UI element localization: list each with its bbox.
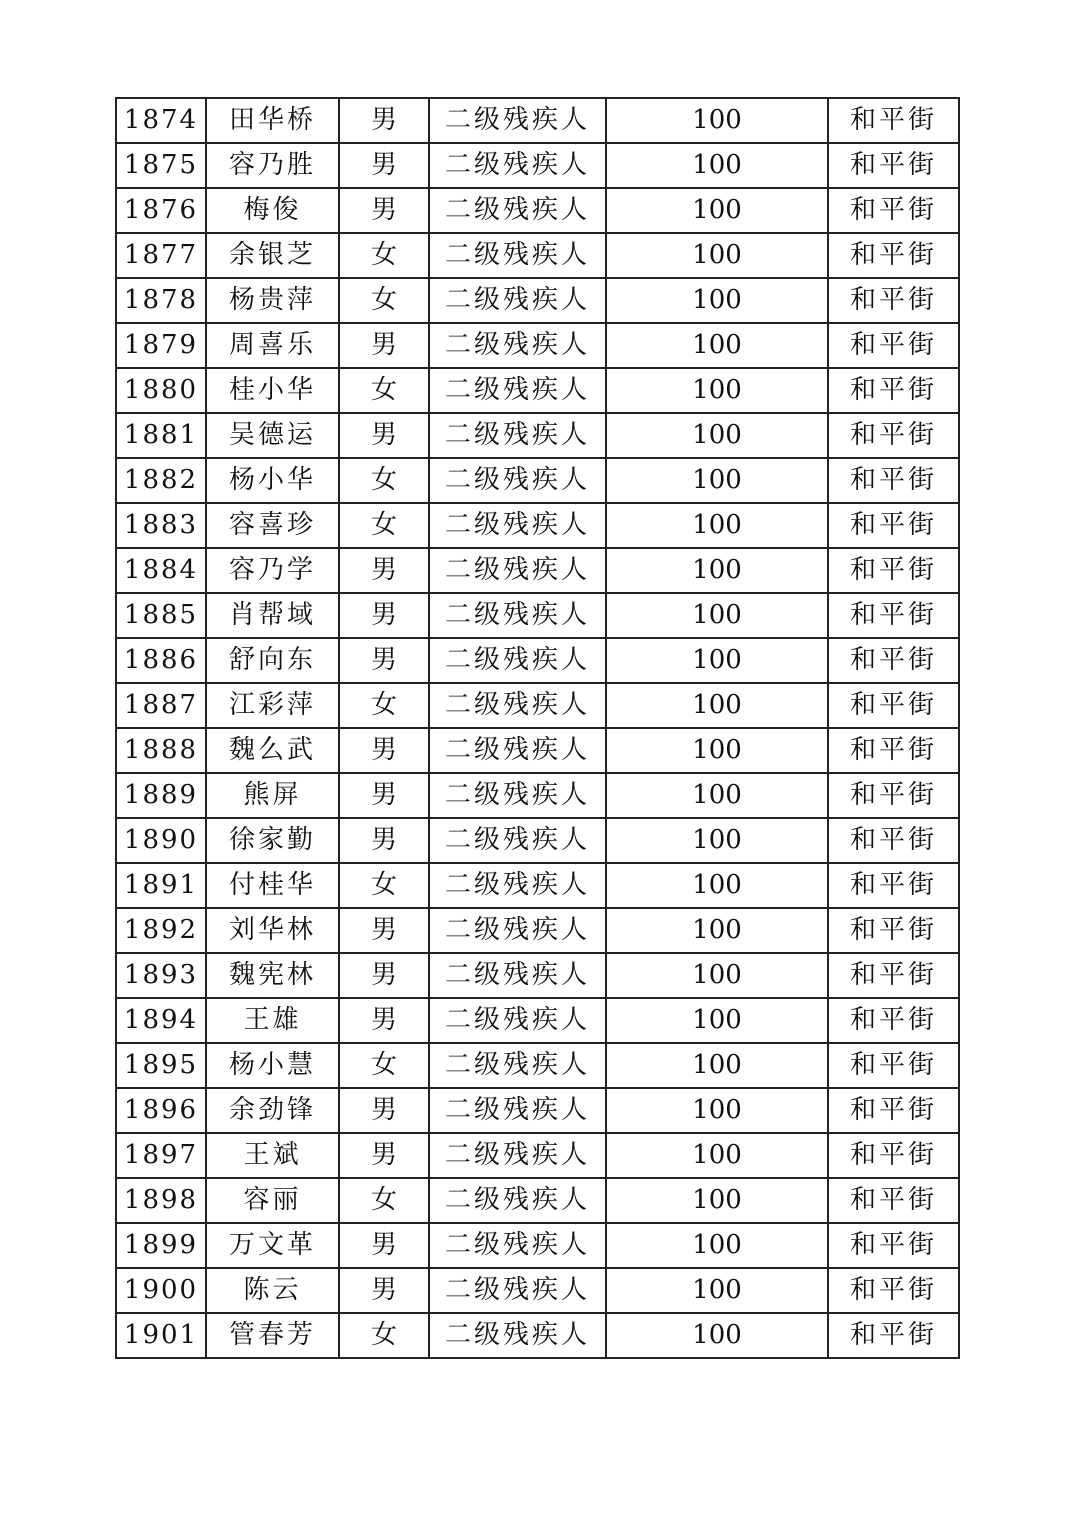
street-cell: 和平街: [828, 1268, 959, 1313]
disability-level-cell: 二级残疾人: [429, 278, 606, 323]
disability-level-cell: 二级残疾人: [429, 1223, 606, 1268]
street-cell: 和平街: [828, 1133, 959, 1178]
disability-level-cell: 二级残疾人: [429, 233, 606, 278]
gender-cell: 女: [339, 1178, 429, 1223]
serial-number-cell: 1876: [116, 188, 206, 233]
name-cell: 杨小慧: [206, 1043, 339, 1088]
table-row: [116, 1313, 959, 1358]
table-row: [116, 458, 959, 503]
serial-number-cell: 1892: [116, 908, 206, 953]
street-cell: 和平街: [828, 638, 959, 683]
street-cell: 和平街: [828, 323, 959, 368]
disability-level-cell: 二级残疾人: [429, 1178, 606, 1223]
name-cell: 刘华林: [206, 908, 339, 953]
disability-level-cell: 二级残疾人: [429, 773, 606, 818]
name-cell: 梅俊: [206, 188, 339, 233]
gender-cell: 男: [339, 593, 429, 638]
street-cell: 和平街: [828, 1223, 959, 1268]
street-cell: 和平街: [828, 233, 959, 278]
street-cell: 和平街: [828, 863, 959, 908]
amount-cell: 100: [606, 278, 828, 323]
street-cell: 和平街: [828, 1088, 959, 1133]
serial-number-cell: 1893: [116, 953, 206, 998]
serial-number-cell: 1889: [116, 773, 206, 818]
table-row: [116, 323, 959, 368]
gender-cell: 男: [339, 323, 429, 368]
street-cell: 和平街: [828, 188, 959, 233]
gender-cell: 女: [339, 1313, 429, 1358]
disability-level-cell: 二级残疾人: [429, 1313, 606, 1358]
table-row: [116, 728, 959, 773]
street-cell: 和平街: [828, 413, 959, 458]
disability-level-cell: 二级残疾人: [429, 818, 606, 863]
roster-table: [115, 97, 960, 1359]
name-cell: 肖帮域: [206, 593, 339, 638]
table-row: [116, 998, 959, 1043]
gender-cell: 男: [339, 188, 429, 233]
disability-level-cell: 二级残疾人: [429, 593, 606, 638]
table-row: [116, 1133, 959, 1178]
disability-level-cell: 二级残疾人: [429, 908, 606, 953]
gender-cell: 男: [339, 953, 429, 998]
street-cell: 和平街: [828, 818, 959, 863]
name-cell: 杨贵萍: [206, 278, 339, 323]
name-cell: 田华桥: [206, 98, 339, 143]
name-cell: 杨小华: [206, 458, 339, 503]
gender-cell: 女: [339, 233, 429, 278]
gender-cell: 女: [339, 1043, 429, 1088]
gender-cell: 男: [339, 908, 429, 953]
name-cell: 魏么武: [206, 728, 339, 773]
street-cell: 和平街: [828, 728, 959, 773]
gender-cell: 男: [339, 413, 429, 458]
gender-cell: 男: [339, 818, 429, 863]
gender-cell: 男: [339, 1268, 429, 1313]
table-row: [116, 98, 959, 143]
name-cell: 容喜珍: [206, 503, 339, 548]
table-row: [116, 953, 959, 998]
amount-cell: 100: [606, 458, 828, 503]
disability-level-cell: 二级残疾人: [429, 413, 606, 458]
serial-number-cell: 1888: [116, 728, 206, 773]
table-row: [116, 503, 959, 548]
amount-cell: 100: [606, 818, 828, 863]
name-cell: 余劲锋: [206, 1088, 339, 1133]
serial-number-cell: 1875: [116, 143, 206, 188]
disability-level-cell: 二级残疾人: [429, 998, 606, 1043]
name-cell: 周喜乐: [206, 323, 339, 368]
disability-level-cell: 二级残疾人: [429, 1133, 606, 1178]
name-cell: 魏宪林: [206, 953, 339, 998]
street-cell: 和平街: [828, 953, 959, 998]
gender-cell: 男: [339, 143, 429, 188]
gender-cell: 男: [339, 1133, 429, 1178]
amount-cell: 100: [606, 1043, 828, 1088]
name-cell: 熊屏: [206, 773, 339, 818]
table-row: [116, 638, 959, 683]
disability-level-cell: 二级残疾人: [429, 728, 606, 773]
serial-number-cell: 1877: [116, 233, 206, 278]
amount-cell: 100: [606, 953, 828, 998]
name-cell: 容乃学: [206, 548, 339, 593]
name-cell: 王雄: [206, 998, 339, 1043]
street-cell: 和平街: [828, 773, 959, 818]
roster-table-body: [116, 98, 959, 1358]
gender-cell: 女: [339, 278, 429, 323]
table-row: [116, 233, 959, 278]
serial-number-cell: 1882: [116, 458, 206, 503]
amount-cell: 100: [606, 368, 828, 413]
amount-cell: 100: [606, 503, 828, 548]
amount-cell: 100: [606, 683, 828, 728]
gender-cell: 男: [339, 998, 429, 1043]
table-row: [116, 188, 959, 233]
amount-cell: 100: [606, 1178, 828, 1223]
amount-cell: 100: [606, 98, 828, 143]
table-row: [116, 1043, 959, 1088]
street-cell: 和平街: [828, 593, 959, 638]
table-row: [116, 908, 959, 953]
name-cell: 徐家勤: [206, 818, 339, 863]
amount-cell: 100: [606, 1268, 828, 1313]
disability-level-cell: 二级残疾人: [429, 1268, 606, 1313]
amount-cell: 100: [606, 1223, 828, 1268]
serial-number-cell: 1898: [116, 1178, 206, 1223]
serial-number-cell: 1895: [116, 1043, 206, 1088]
amount-cell: 100: [606, 413, 828, 458]
gender-cell: 女: [339, 863, 429, 908]
serial-number-cell: 1874: [116, 98, 206, 143]
name-cell: 容乃胜: [206, 143, 339, 188]
name-cell: 付桂华: [206, 863, 339, 908]
disability-level-cell: 二级残疾人: [429, 548, 606, 593]
disability-level-cell: 二级残疾人: [429, 863, 606, 908]
gender-cell: 男: [339, 1088, 429, 1133]
street-cell: 和平街: [828, 1178, 959, 1223]
gender-cell: 女: [339, 683, 429, 728]
serial-number-cell: 1899: [116, 1223, 206, 1268]
name-cell: 容丽: [206, 1178, 339, 1223]
table-row: [116, 863, 959, 908]
name-cell: 万文革: [206, 1223, 339, 1268]
serial-number-cell: 1900: [116, 1268, 206, 1313]
street-cell: 和平街: [828, 548, 959, 593]
amount-cell: 100: [606, 728, 828, 773]
serial-number-cell: 1894: [116, 998, 206, 1043]
street-cell: 和平街: [828, 998, 959, 1043]
table-row: [116, 593, 959, 638]
name-cell: 管春芳: [206, 1313, 339, 1358]
disability-level-cell: 二级残疾人: [429, 188, 606, 233]
disability-level-cell: 二级残疾人: [429, 638, 606, 683]
amount-cell: 100: [606, 908, 828, 953]
serial-number-cell: 1883: [116, 503, 206, 548]
street-cell: 和平街: [828, 278, 959, 323]
serial-number-cell: 1879: [116, 323, 206, 368]
name-cell: 余银芝: [206, 233, 339, 278]
name-cell: 王斌: [206, 1133, 339, 1178]
table-row: [116, 1178, 959, 1223]
amount-cell: 100: [606, 638, 828, 683]
serial-number-cell: 1901: [116, 1313, 206, 1358]
table-row: [116, 1088, 959, 1133]
table-row: [116, 278, 959, 323]
street-cell: 和平街: [828, 683, 959, 728]
serial-number-cell: 1884: [116, 548, 206, 593]
disability-level-cell: 二级残疾人: [429, 143, 606, 188]
table-row: [116, 413, 959, 458]
serial-number-cell: 1897: [116, 1133, 206, 1178]
gender-cell: 男: [339, 638, 429, 683]
street-cell: 和平街: [828, 98, 959, 143]
street-cell: 和平街: [828, 143, 959, 188]
name-cell: 桂小华: [206, 368, 339, 413]
serial-number-cell: 1887: [116, 683, 206, 728]
disability-level-cell: 二级残疾人: [429, 98, 606, 143]
amount-cell: 100: [606, 998, 828, 1043]
amount-cell: 100: [606, 143, 828, 188]
amount-cell: 100: [606, 773, 828, 818]
name-cell: 吴德运: [206, 413, 339, 458]
table-row: [116, 548, 959, 593]
amount-cell: 100: [606, 323, 828, 368]
table-row: [116, 1223, 959, 1268]
name-cell: 陈云: [206, 1268, 339, 1313]
serial-number-cell: 1885: [116, 593, 206, 638]
table-row: [116, 818, 959, 863]
serial-number-cell: 1890: [116, 818, 206, 863]
serial-number-cell: 1880: [116, 368, 206, 413]
serial-number-cell: 1881: [116, 413, 206, 458]
serial-number-cell: 1878: [116, 278, 206, 323]
gender-cell: 男: [339, 1223, 429, 1268]
disability-level-cell: 二级残疾人: [429, 683, 606, 728]
amount-cell: 100: [606, 1133, 828, 1178]
disability-level-cell: 二级残疾人: [429, 368, 606, 413]
name-cell: 舒向东: [206, 638, 339, 683]
disability-level-cell: 二级残疾人: [429, 503, 606, 548]
amount-cell: 100: [606, 863, 828, 908]
amount-cell: 100: [606, 548, 828, 593]
amount-cell: 100: [606, 593, 828, 638]
serial-number-cell: 1896: [116, 1088, 206, 1133]
amount-cell: 100: [606, 1088, 828, 1133]
amount-cell: 100: [606, 188, 828, 233]
gender-cell: 男: [339, 98, 429, 143]
street-cell: 和平街: [828, 1043, 959, 1088]
street-cell: 和平街: [828, 368, 959, 413]
disability-level-cell: 二级残疾人: [429, 1088, 606, 1133]
gender-cell: 女: [339, 458, 429, 503]
gender-cell: 女: [339, 368, 429, 413]
disability-level-cell: 二级残疾人: [429, 953, 606, 998]
street-cell: 和平街: [828, 908, 959, 953]
table-row: [116, 143, 959, 188]
name-cell: 江彩萍: [206, 683, 339, 728]
street-cell: 和平街: [828, 458, 959, 503]
gender-cell: 男: [339, 728, 429, 773]
street-cell: 和平街: [828, 503, 959, 548]
disability-level-cell: 二级残疾人: [429, 323, 606, 368]
gender-cell: 男: [339, 548, 429, 593]
street-cell: 和平街: [828, 1313, 959, 1358]
amount-cell: 100: [606, 1313, 828, 1358]
amount-cell: 100: [606, 233, 828, 278]
table-row: [116, 683, 959, 728]
table-row: [116, 1268, 959, 1313]
serial-number-cell: 1891: [116, 863, 206, 908]
gender-cell: 女: [339, 503, 429, 548]
serial-number-cell: 1886: [116, 638, 206, 683]
table-row: [116, 368, 959, 413]
gender-cell: 男: [339, 773, 429, 818]
disability-level-cell: 二级残疾人: [429, 458, 606, 503]
table-row: [116, 773, 959, 818]
disability-level-cell: 二级残疾人: [429, 1043, 606, 1088]
